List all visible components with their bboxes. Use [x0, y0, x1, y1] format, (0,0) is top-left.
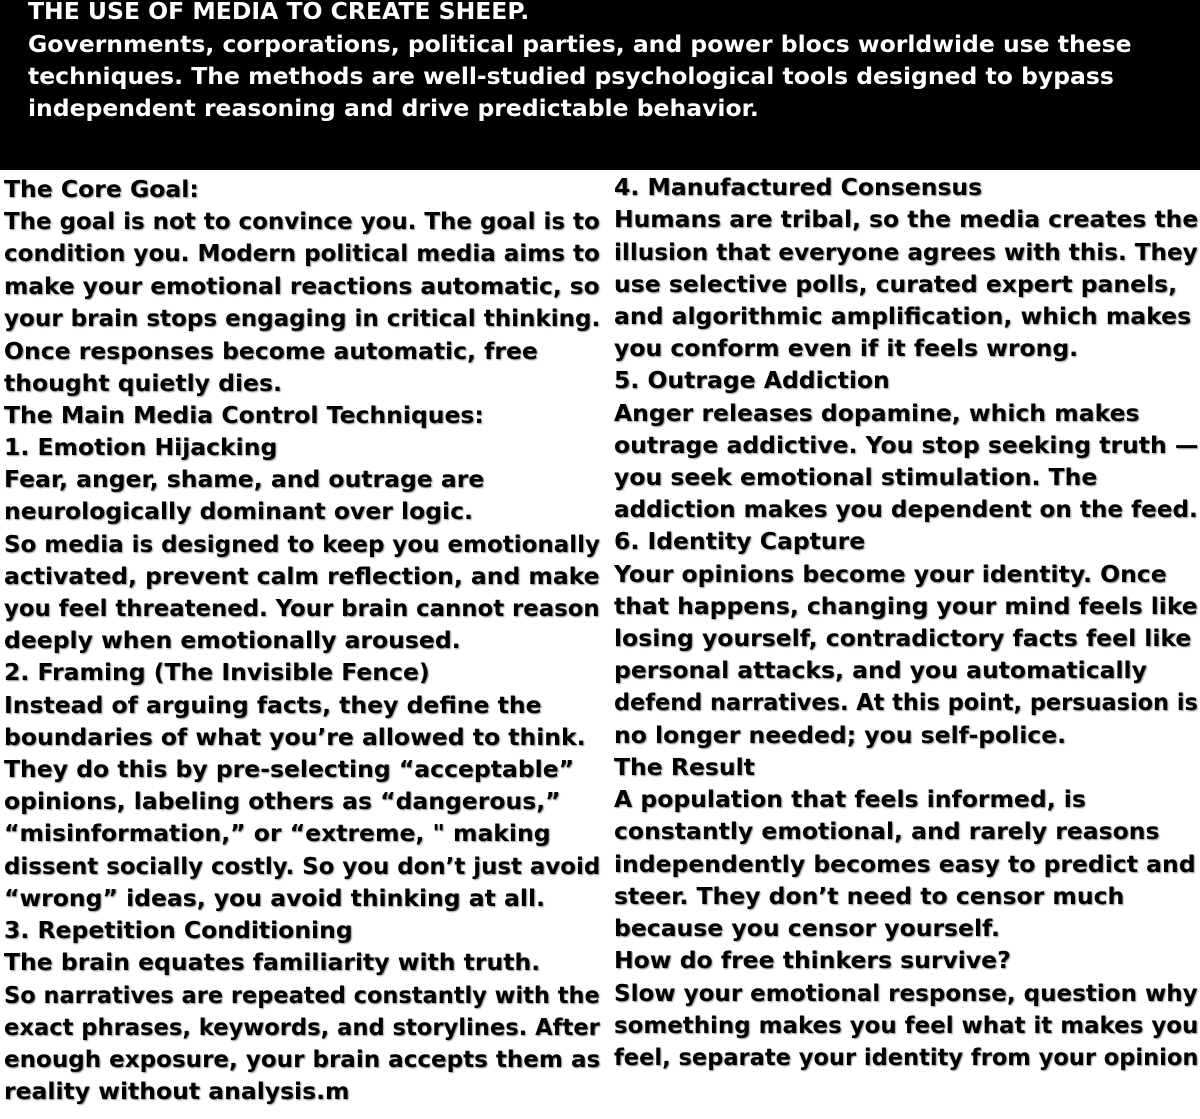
section-heading: 1. Emotion Hijacking: [4, 433, 278, 461]
section-heading: The Core Goal:: [4, 175, 199, 203]
header-title: THE USE OF MEDIA TO CREATE SHEEP.: [28, 0, 530, 25]
text-line: exact phrases, keywords, and storylines. After: [4, 1013, 600, 1041]
text-line: The goal is not to convince you. The goal is to: [4, 207, 600, 235]
text-line: dissent socially costly. So you don’t just avoid: [4, 852, 601, 880]
text-line: constantly emotional, and rarely reasons: [614, 817, 1160, 845]
text-line: They do this by pre-selecting “acceptable”: [4, 755, 575, 783]
text-line: your brain stops engaging in critical thinking.: [4, 304, 601, 332]
text-line: “wrong” ideas, you avoid thinking at all.: [4, 884, 545, 912]
text-line: thought quietly dies.: [4, 369, 282, 397]
section-heading: 4. Manufactured Consensus: [614, 173, 983, 201]
text-line: So narratives are repeated constantly with the: [4, 981, 600, 1009]
text-line: you seek emotional stimulation. The: [614, 463, 1098, 491]
text-line: The brain equates familiarity with truth.: [4, 948, 541, 976]
text-line: that happens, changing your mind feels like: [614, 592, 1198, 620]
text-line: Slow your emotional response, question why: [614, 979, 1198, 1007]
section-heading: 3. Repetition Conditioning: [4, 916, 353, 944]
text-line: no longer needed; you self-police.: [614, 721, 1067, 749]
text-line: defend narratives. At this point, persuasion is: [614, 688, 1198, 716]
text-line: A population that feels informed, is: [614, 785, 1086, 813]
section-heading: 5. Outrage Addiction: [614, 366, 890, 394]
text-line: “misinformation,” or “extreme, " making: [4, 819, 551, 847]
text-line: reality without analysis.m: [4, 1077, 350, 1105]
text-line: Humans are tribal, so the media creates the: [614, 205, 1199, 233]
text-line: you feel threatened. Your brain cannot reason: [4, 594, 600, 622]
text-line: and algorithmic amplification, which makes: [614, 302, 1192, 330]
text-line: use selective polls, curated expert panels,: [614, 270, 1178, 298]
section-heading: How do free thinkers survive?: [614, 946, 1011, 974]
text-line: boundaries of what you’re allowed to think.: [4, 723, 586, 751]
text-line: neurologically dominant over logic.: [4, 497, 473, 525]
text-line: independently becomes easy to predict and: [614, 850, 1196, 878]
text-line: illusion that everyone agrees with this. They: [614, 238, 1198, 266]
text-line: feel, separate your identity from your opinion: [614, 1043, 1199, 1071]
text-line: personal attacks, and you automatically: [614, 656, 1147, 684]
text-line: make your emotional reactions automatic, so: [4, 272, 600, 300]
text-line: enough exposure, your brain accepts them as: [4, 1045, 601, 1073]
text-line: outrage addictive. You stop seeking truth —: [614, 431, 1199, 459]
header-banner: [0, 0, 1200, 170]
header-text-line: independent reasoning and drive predictable behavior.: [28, 94, 759, 122]
text-line: steer. They don’t need to censor much: [614, 882, 1125, 910]
text-line: condition you. Modern political media aims to: [4, 239, 600, 267]
text-line: Fear, anger, shame, and outrage are: [4, 465, 485, 493]
header-text-line: Governments, corporations, political parties, and power blocs worldwide use these: [28, 30, 1132, 58]
text-line: because you censor yourself.: [614, 914, 1000, 942]
text-line: something makes you feel what it makes you: [614, 1011, 1199, 1039]
text-line: activated, prevent calm reflection, and make: [4, 562, 600, 590]
text-line: Anger releases dopamine, which makes: [614, 399, 1140, 427]
text-line: losing yourself, contradictory facts feel like: [614, 624, 1192, 652]
text-line: Instead of arguing facts, they define the: [4, 691, 542, 719]
header-text-line: techniques. The methods are well-studied psychological tools designed to bypass: [28, 62, 1114, 90]
section-heading: 2. Framing (The Invisible Fence): [4, 658, 430, 686]
text-line: you conform even if it feels wrong.: [614, 334, 1079, 362]
text-line: Your opinions become your identity. Once: [614, 560, 1167, 588]
section-heading: 6. Identity Capture: [614, 527, 866, 555]
text-line: deeply when emotionally aroused.: [4, 626, 461, 654]
text-line: addiction makes you dependent on the feed.: [614, 495, 1198, 523]
section-heading: The Result: [614, 753, 755, 781]
text-line: So media is designed to keep you emotionally: [4, 530, 600, 558]
section-heading: The Main Media Control Techniques:: [4, 401, 484, 429]
text-line: opinions, labeling others as “dangerous,”: [4, 787, 561, 815]
text-line: Once responses become automatic, free: [4, 337, 538, 365]
